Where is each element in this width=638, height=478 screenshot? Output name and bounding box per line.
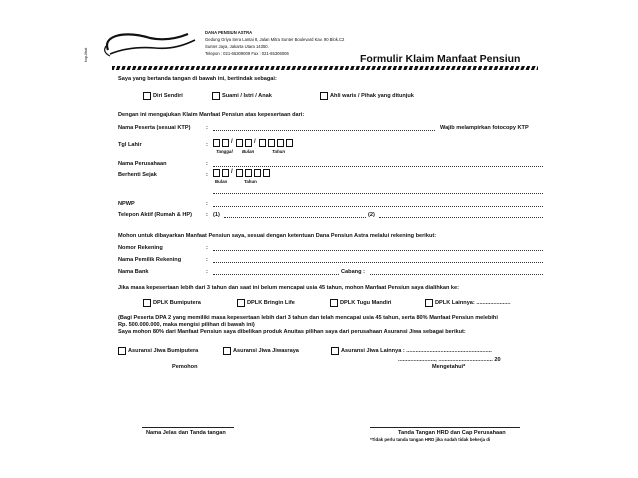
company-phone: Telepon : 021-65309009 Fax : 021-65306006 [205, 51, 289, 56]
role-label-family: Suami / Istri / Anak [222, 93, 272, 99]
label-nama-bank: Nama Bank [118, 269, 149, 275]
date-line: ........................, ................................... 20 [398, 357, 501, 363]
colon: : [206, 142, 208, 148]
anuitas-text-2: Rp. 500.000.000, maka mengisi pilihan di bawah ini) [118, 322, 255, 328]
date-separator: / [231, 139, 233, 145]
dplk-checkbox-bringin[interactable] [237, 299, 245, 307]
tgl-lahir-year-1[interactable] [259, 139, 266, 147]
tgl-lahir-year-4[interactable] [286, 139, 293, 147]
label-nama-peserta: Nama Peserta (sesuai KTP) [118, 125, 191, 131]
nomor-rekening-field[interactable] [213, 250, 543, 251]
intro-text: Saya yang bertanda tangan di bawah ini, bertindak sebagai: [118, 76, 277, 82]
tgl-lahir-month-2[interactable] [245, 139, 252, 147]
dplk-label-bumiputera: DPLK Bumiputera [153, 300, 201, 306]
tgl-lahir-day-1[interactable] [213, 139, 220, 147]
signature-caption-right: Tanda Tangan HRD dan Cap Perusahaan [398, 430, 506, 436]
label-nomor-rekening: Nomor Rekening [118, 245, 163, 251]
colon: : [206, 269, 208, 275]
tgl-lahir-year-2[interactable] [268, 139, 275, 147]
anuitas-text-3: Saya mohon 80% dari Manfaat Pensiun saya dibelikan produk Anuitas pilihan saya dari perusahaan Asuransi Jiwa sebagai berikut: [118, 329, 466, 335]
mengetahui-label: Mengetahui* [432, 364, 466, 370]
telepon-2-field[interactable] [379, 217, 543, 218]
caption-tanggal: Tanggal [216, 149, 233, 154]
insurance-checkbox-lainnya[interactable] [331, 347, 339, 355]
colon: : [206, 172, 208, 178]
berhenti-year-2[interactable] [245, 169, 252, 177]
colon: : [206, 257, 208, 263]
berhenti-year-3[interactable] [254, 169, 261, 177]
signature-note: *Tidak perlu tanda tangan HRD jika sudah tidak bekerja di [370, 437, 491, 442]
insurance-checkbox-bumiputera[interactable] [118, 347, 126, 355]
signature-line-right [370, 427, 520, 428]
signature-line-left [142, 427, 234, 428]
insurance-label-lainnya: Asuransi Jiwa Lainnya : ....................................................... [341, 348, 492, 354]
header-stripe [112, 66, 538, 70]
caption-bulan: Bulan [215, 179, 228, 184]
berhenti-month-1[interactable] [213, 169, 220, 177]
wajib-ktp-note: Wajib melampirkan fotocopy KTP [440, 125, 529, 131]
label-npwp: NPWP [118, 201, 135, 207]
company-address-2: Sunter Jaya, Jakarta Utara 14350. [205, 44, 269, 49]
berhenti-year-1[interactable] [236, 169, 243, 177]
colon: : [206, 125, 208, 131]
date-separator: / [231, 169, 233, 175]
insurance-label-bumiputera: Asuransi Jiwa Bumiputera [128, 348, 199, 354]
telepon-2-label: (2) [368, 212, 375, 218]
side-label: kop-lihat [84, 47, 88, 62]
caption-tahun: Tahun [244, 179, 257, 184]
npwp-field[interactable] [213, 206, 543, 207]
label-tgl-lahir: Tgl Lahir [118, 142, 142, 148]
colon: : [206, 245, 208, 251]
colon: : [206, 201, 208, 207]
telepon-1-field[interactable] [224, 217, 366, 218]
company-logo [100, 28, 200, 62]
tgl-lahir-day-2[interactable] [222, 139, 229, 147]
telepon-1-label: (1) [213, 212, 220, 218]
tgl-lahir-year-3[interactable] [277, 139, 284, 147]
dplk-label-tugu: DPLK Tugu Mandiri [340, 300, 392, 306]
role-checkbox-self[interactable] [143, 92, 151, 100]
dplk-checkbox-lainnya[interactable] [425, 299, 433, 307]
signature-caption-left: Nama Jelas dan Tanda tangan [146, 430, 226, 436]
pemilik-rekening-field[interactable] [213, 262, 543, 263]
label-pemilik-rekening: Nama Pemilik Rekening [118, 257, 182, 263]
dplk-checkbox-tugu[interactable] [330, 299, 338, 307]
anuitas-text-1: (Bagi Peserta DPA 2 yang memiliki masa kepesertaan lebih dari 3 tahun dan telah mencapai usia 45 tahun, serta 80% Manfaat Pensiun melebihi [118, 315, 498, 321]
dplk-label-bringin: DPLK Bringin Life [247, 300, 295, 306]
company-address-1: Gedung Griya Sera Lantai 8, Jalan Mitra Sunter Boulevard Kav. 90 Blok.C2 [205, 37, 345, 42]
form-title: Formulir Klaim Manfaat Pensiun [360, 53, 521, 65]
tgl-lahir-month-1[interactable] [236, 139, 243, 147]
berhenti-month-2[interactable] [222, 169, 229, 177]
nama-bank-field[interactable] [213, 274, 339, 275]
nama-peserta-field[interactable] [213, 130, 435, 131]
label-cabang: Cabang : [341, 269, 365, 275]
dplk-checkbox-bumiputera[interactable] [143, 299, 151, 307]
date-separator: / [254, 139, 256, 145]
insurance-label-jiwasraya: Asuransi Jiwa Jiwasraya [233, 348, 299, 354]
berhenti-year-4[interactable] [263, 169, 270, 177]
colon: : [206, 212, 208, 218]
insurance-checkbox-jiwasraya[interactable] [223, 347, 231, 355]
role-checkbox-family[interactable] [212, 92, 220, 100]
dplk-label-lainnya: DPLK Lainnya: ...................... [435, 300, 511, 306]
dplk-intro: Jika masa kepesertaan lebih dari 3 tahun dan saat ini belum mencapai usia 45 tahun, mohon Manfaat Pensiun saya dialihkan ke: [118, 285, 460, 291]
nama-perusahaan-field[interactable] [213, 166, 543, 167]
label-berhenti-sejak: Berhenti Sejak [118, 172, 157, 178]
label-telepon: Telepon Aktif (Rumah & HP) [118, 212, 192, 218]
company-name: DANA PENSIUN ASTRA [205, 30, 253, 35]
role-checkbox-heir[interactable] [320, 92, 328, 100]
separator-line [213, 193, 543, 194]
colon: : [206, 161, 208, 167]
role-label-self: Diri Sendiri [153, 93, 183, 99]
label-nama-perusahaan: Nama Perusahaan [118, 161, 167, 167]
bank-intro: Mohon untuk dibayarkan Manfaat Pensiun saya, sesuai dengan ketentuan Dana Pensiun Astra melalui rekening berikut: [118, 233, 437, 239]
pemohon-label: Pemohon [172, 364, 198, 370]
caption-bulan: Bulan [242, 149, 255, 154]
caption-tahun: Tahun [272, 149, 286, 154]
claim-intro: Dengan ini mengajukan Klaim Manfaat Pensiun atas kepesertaan dari: [118, 112, 305, 118]
role-label-heir: Ahli waris / Pihak yang ditunjuk [330, 93, 414, 99]
cabang-field[interactable] [370, 274, 543, 275]
